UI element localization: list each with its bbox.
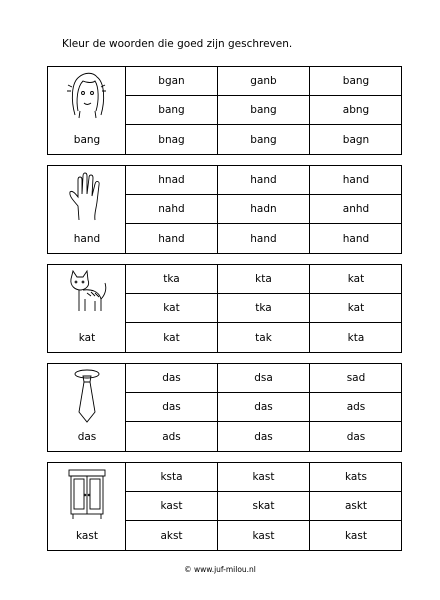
picture-cell xyxy=(48,364,126,451)
word-option[interactable]: bang xyxy=(126,96,218,125)
word-option[interactable]: bagn xyxy=(342,133,370,146)
word-option[interactable]: das xyxy=(218,393,310,422)
word-option[interactable]: tka xyxy=(218,294,310,323)
word-option[interactable]: kat xyxy=(310,294,402,323)
word-option[interactable]: hadn xyxy=(218,195,310,224)
word-option[interactable]: ads xyxy=(126,422,218,451)
word-option[interactable]: bgan xyxy=(126,67,218,96)
word-option[interactable]: hand xyxy=(218,224,310,253)
word-option[interactable]: kat xyxy=(310,265,402,294)
options-grid xyxy=(126,265,402,352)
options-grid xyxy=(126,166,402,253)
word-block-hand xyxy=(47,165,402,254)
word-option[interactable]: ads xyxy=(310,393,402,422)
word-option[interactable]: kast xyxy=(218,463,310,492)
cat-icon xyxy=(65,269,109,321)
word-option[interactable]: kta xyxy=(218,265,310,294)
word-option[interactable]: kat xyxy=(126,294,218,323)
word-block-kast xyxy=(47,462,402,551)
word-block-bang xyxy=(47,66,402,155)
word-option[interactable]: hand xyxy=(342,232,370,245)
word-option[interactable]: hnad xyxy=(126,166,218,195)
word-option[interactable]: bang xyxy=(218,96,310,125)
word-option[interactable]: skat xyxy=(218,492,310,521)
options-grid xyxy=(126,67,402,154)
word-option[interactable]: ganb xyxy=(218,67,310,96)
target-word: kast xyxy=(76,530,98,542)
word-block-kat xyxy=(47,264,402,353)
target-word: das xyxy=(77,431,97,443)
word-option[interactable]: nahd xyxy=(126,195,218,224)
word-option[interactable]: kast xyxy=(218,521,310,550)
word-option[interactable]: sad xyxy=(310,364,402,393)
target-word: hand xyxy=(73,233,101,245)
word-option[interactable]: bang xyxy=(218,125,310,154)
word-option[interactable]: kast xyxy=(126,492,218,521)
word-option[interactable]: hand xyxy=(218,166,310,195)
target-word: kat xyxy=(78,332,96,344)
word-option[interactable]: abng xyxy=(310,96,402,125)
word-option[interactable]: das xyxy=(346,430,366,443)
picture-cell xyxy=(48,463,126,550)
target-word: bang xyxy=(73,134,101,146)
picture-cell xyxy=(48,265,126,352)
word-option[interactable]: das xyxy=(126,364,218,393)
word-option[interactable]: kat xyxy=(126,323,218,352)
word-option[interactable]: askt xyxy=(310,492,402,521)
word-option[interactable]: dsa xyxy=(218,364,310,393)
word-option[interactable]: tak xyxy=(218,323,310,352)
options-grid xyxy=(126,463,402,550)
word-option[interactable]: tka xyxy=(126,265,218,294)
word-option[interactable]: das xyxy=(126,393,218,422)
picture-cell xyxy=(48,166,126,253)
word-option[interactable]: akst xyxy=(126,521,218,550)
girl-face-icon xyxy=(65,71,109,119)
instruction-text: Kleur de woorden die goed zijn geschreven. xyxy=(62,38,293,50)
word-option[interactable]: kta xyxy=(347,331,365,344)
word-option[interactable]: das xyxy=(218,422,310,451)
word-option[interactable]: bang xyxy=(310,67,402,96)
word-option[interactable]: kats xyxy=(310,463,402,492)
hand-icon xyxy=(65,170,109,222)
word-option[interactable]: hand xyxy=(126,224,218,253)
word-block-das xyxy=(47,363,402,452)
word-option[interactable]: bnag xyxy=(126,125,218,154)
word-option[interactable]: anhd xyxy=(310,195,402,224)
options-grid xyxy=(126,364,402,451)
wardrobe-icon xyxy=(65,467,109,521)
word-option[interactable]: ksta xyxy=(126,463,218,492)
picture-cell xyxy=(48,67,126,154)
tie-icon xyxy=(65,368,109,424)
word-option[interactable]: kast xyxy=(345,529,367,542)
word-option[interactable]: hand xyxy=(310,166,402,195)
footer-copyright: © www.juf-milou.nl xyxy=(184,565,256,574)
